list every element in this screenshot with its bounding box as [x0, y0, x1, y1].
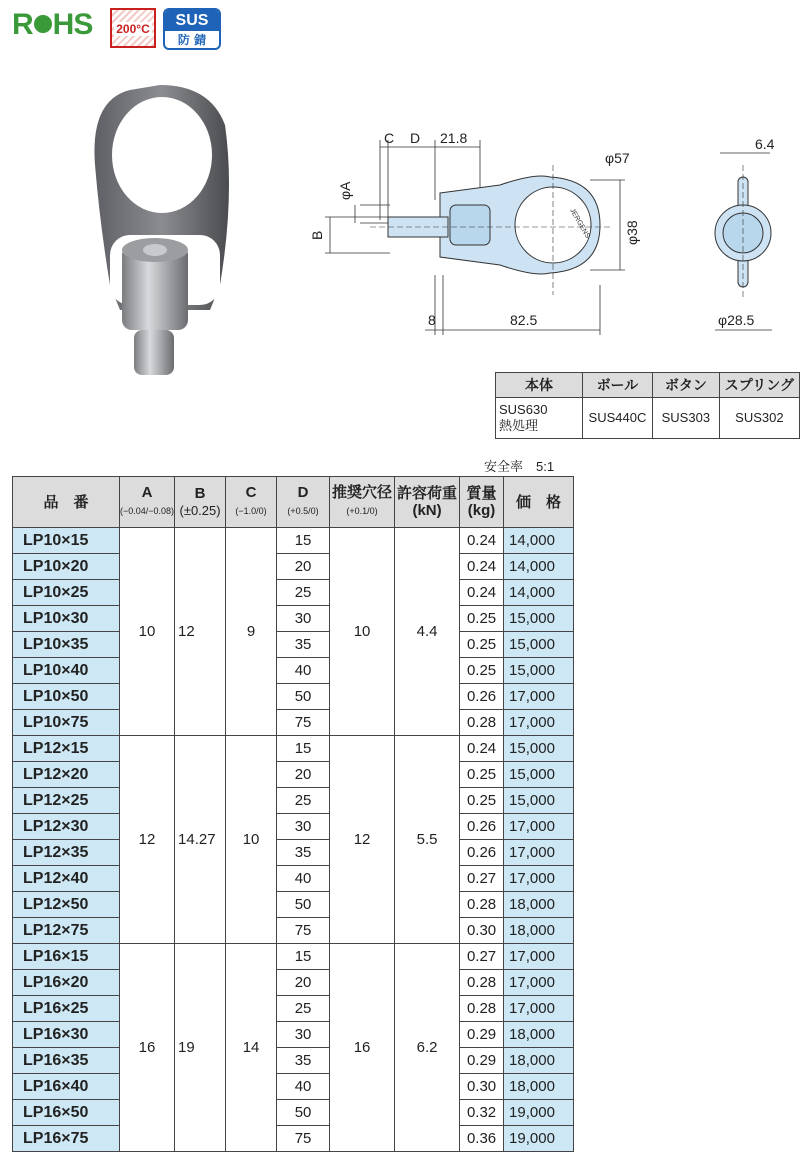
table-row: LP16×20 20 0.28 17,000 [13, 970, 574, 996]
dim-64-label: 6.4 [755, 136, 775, 152]
table-row: LP10×30 30 0.25 15,000 [13, 606, 574, 632]
table-row: LP10×35 35 0.25 15,000 [13, 632, 574, 658]
table-row: LP10×50 50 0.26 17,000 [13, 684, 574, 710]
jergens-mark: JERGENS [568, 207, 591, 240]
dim-8-label: 8 [428, 312, 436, 328]
dim-b-label: B [309, 230, 325, 240]
table-row: LP16×15 16 19 14 15 16 6.2 0.27 17,000 [13, 944, 574, 970]
leaf-icon [34, 15, 52, 33]
dim-c-label: C [384, 130, 395, 146]
safety-factor: 安全率 5:1 [484, 459, 555, 474]
dim-38-label: φ38 [624, 220, 640, 245]
table-row: LP10×25 25 0.24 14,000 [13, 580, 574, 606]
table-row: LP10×75 75 0.28 17,000 [13, 710, 574, 736]
table-row: LP16×25 25 0.28 17,000 [13, 996, 574, 1022]
table-row: LP16×35 35 0.29 18,000 [13, 1048, 574, 1074]
heat-resistance-badge: 200°C [110, 8, 156, 48]
table-row: LP16×40 40 0.30 18,000 [13, 1074, 574, 1100]
table-row: LP12×50 50 0.28 18,000 [13, 892, 574, 918]
table-row: LP12×20 20 0.25 15,000 [13, 762, 574, 788]
table-row: LP10×20 20 0.24 14,000 [13, 554, 574, 580]
table-row: LP12×75 75 0.30 18,000 [13, 918, 574, 944]
rohs-badge: R HS [12, 8, 93, 41]
table-row: LP16×50 50 0.32 19,000 [13, 1100, 574, 1126]
table-row: LP16×30 30 0.29 18,000 [13, 1022, 574, 1048]
table-row: LP10×40 40 0.25 15,000 [13, 658, 574, 684]
dim-218-label: 21.8 [440, 130, 468, 146]
dim-a-label: φA [337, 181, 353, 200]
table-row: LP16×75 75 0.36 19,000 [13, 1126, 574, 1152]
table-row: LP12×25 25 0.25 15,000 [13, 788, 574, 814]
spec-table: 品 番 A (−0.04/−0.08) B (±0.25) C (−1.0/0) D (+0.5/0) 推奨穴径 (+0.1/0) 許容荷重 (kN) 質量 (kg) 価 格 LP10×15 10 12 9 15 10 4.4 0.24 14,000 LP10×20 20 0.24 14,000 LP10×25 25 0.24 14,000 LP10×30 30 0.25 15,000 LP10×35 35 0.25 15,000 LP10×40 40 0.25 15,000 LP10×50 50 0.26 17,000 LP10×75 75 0.28 17,000 LP12×15 12 14.27 10 15 12 5.5 0.24 15,000 LP12×20 20 0.25 15,000 LP12×25 25 0.25 15,000 LP12×30 30 0.26 17,000 LP12×35 35 0.26 17,000 LP12×40 40 0.27 17,000 LP12×50 50 0.28 18,000 LP12×75 75 0.30 18,000 LP16×15 16 19 14 15 16 6.2 0.27 17,000 LP16×20 20 0.28 17,000 LP16×25 25 0.28 17,000 LP16×30 30 0.29 18,000 LP16×35 35 0.29 18,000 LP16×40 40 0.30 18,000 LP16×50 50 0.32 19,000 LP16×75 75 0.36 19,000 [12, 476, 574, 1152]
table-row: LP12×35 35 0.26 17,000 [13, 840, 574, 866]
sus-badge: SUS 防 錆 [163, 8, 221, 50]
dim-d-label: D [410, 130, 421, 146]
material-table: 本体 ボール ボタン スプリング SUS630 熱処理 SUS440C SUS303 SUS302 [495, 372, 800, 439]
dim-57-label: φ57 [605, 150, 630, 166]
table-row: LP12×40 40 0.27 17,000 [13, 866, 574, 892]
table-row: LP12×15 12 14.27 10 15 12 5.5 0.24 15,000 [13, 736, 574, 762]
dim-825-label: 82.5 [510, 312, 538, 328]
table-row: LP12×30 30 0.26 17,000 [13, 814, 574, 840]
table-row: LP10×15 10 12 9 15 10 4.4 0.24 14,000 [13, 528, 574, 554]
dimension-drawing [300, 125, 800, 345]
product-photo [70, 85, 250, 385]
dim-285-label: φ28.5 [718, 312, 755, 328]
